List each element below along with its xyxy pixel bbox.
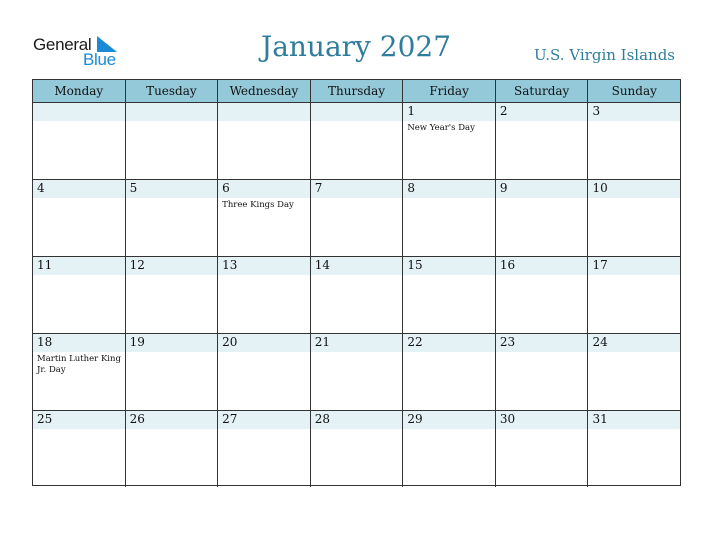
day-cell bbox=[218, 334, 311, 410]
weekday-header: Monday bbox=[33, 80, 126, 102]
day-cell bbox=[403, 411, 496, 487]
day-number: 9 bbox=[499, 181, 508, 195]
calendar-grid bbox=[32, 79, 681, 486]
weekday-header: Thursday bbox=[311, 80, 404, 102]
day-number: 16 bbox=[499, 258, 516, 272]
week-row bbox=[33, 411, 680, 487]
day-cell bbox=[403, 257, 496, 333]
day-number: 1 bbox=[407, 104, 415, 118]
day-cell bbox=[403, 180, 496, 256]
day-cell bbox=[588, 411, 680, 487]
weekday-header: Sunday bbox=[611, 84, 657, 98]
day-cell bbox=[588, 103, 680, 179]
day-cell bbox=[496, 180, 589, 256]
day-number: 25 bbox=[37, 412, 53, 426]
day-cell bbox=[403, 334, 496, 410]
day-number: 30 bbox=[499, 412, 516, 426]
day-number: 14 bbox=[314, 258, 331, 272]
day-number: 8 bbox=[407, 181, 415, 195]
day-cell bbox=[218, 103, 311, 179]
weekday-header: Saturday bbox=[496, 80, 589, 102]
weekday-header: Friday bbox=[403, 80, 496, 102]
day-number: 21 bbox=[314, 335, 331, 349]
day-cell bbox=[588, 257, 680, 333]
day-cell bbox=[33, 257, 126, 333]
day-number: 19 bbox=[129, 335, 145, 349]
region-label: U.S. Virgin Islands bbox=[534, 46, 675, 64]
day-number: 22 bbox=[407, 335, 423, 349]
day-cell bbox=[311, 103, 404, 179]
day-number: 11 bbox=[37, 258, 53, 272]
day-cell bbox=[403, 103, 496, 179]
day-number: 17 bbox=[592, 258, 608, 272]
day-number: 31 bbox=[592, 412, 608, 426]
day-number: 5 bbox=[129, 181, 138, 195]
day-cell bbox=[33, 103, 126, 179]
day-cell bbox=[218, 411, 311, 487]
day-number: 2 bbox=[499, 104, 508, 118]
day-cell bbox=[496, 411, 589, 487]
day-cell bbox=[126, 411, 219, 487]
day-number: 27 bbox=[222, 412, 238, 426]
day-number: 4 bbox=[37, 181, 45, 195]
day-cell bbox=[496, 257, 589, 333]
day-cell bbox=[588, 180, 680, 256]
day-cell bbox=[311, 257, 404, 333]
logo-word-general: General bbox=[33, 35, 92, 54]
day-cell bbox=[218, 180, 311, 256]
day-cell bbox=[126, 103, 219, 179]
holiday-label: Three Kings Day bbox=[222, 200, 294, 210]
day-cell bbox=[496, 334, 589, 410]
week-row bbox=[33, 334, 680, 411]
holiday-label: New Year's Day bbox=[407, 123, 475, 133]
day-number: 29 bbox=[407, 412, 423, 426]
day-number: 23 bbox=[499, 335, 516, 349]
day-number: 24 bbox=[592, 335, 608, 349]
week-row bbox=[33, 180, 680, 257]
day-cell bbox=[33, 411, 126, 487]
day-number: 20 bbox=[222, 335, 238, 349]
calendar-title: January 2027 bbox=[260, 30, 452, 63]
holiday-label: Martin Luther King Jr. Day bbox=[37, 354, 121, 375]
day-cell bbox=[311, 180, 404, 256]
day-number: 28 bbox=[314, 412, 331, 426]
day-cell bbox=[33, 334, 126, 410]
day-cell bbox=[311, 411, 404, 487]
day-number: 26 bbox=[129, 412, 145, 426]
week-row bbox=[33, 103, 680, 180]
day-cell bbox=[218, 257, 311, 333]
weekday-header-row bbox=[33, 80, 680, 103]
day-cell bbox=[496, 103, 589, 179]
day-number: 10 bbox=[592, 181, 608, 195]
day-number: 3 bbox=[592, 104, 601, 118]
day-cell bbox=[126, 334, 219, 410]
day-number: 13 bbox=[222, 258, 238, 272]
day-cell bbox=[126, 180, 219, 256]
logo-word-blue: Blue bbox=[83, 50, 116, 69]
weekday-header: Tuesday bbox=[126, 80, 219, 102]
day-number: 6 bbox=[222, 181, 230, 195]
day-cell bbox=[33, 180, 126, 256]
day-cell bbox=[126, 257, 219, 333]
weekday-header: Wednesday bbox=[218, 80, 311, 102]
day-number: 15 bbox=[407, 258, 423, 272]
day-cell bbox=[311, 334, 404, 410]
day-number: 12 bbox=[129, 258, 145, 272]
day-cell bbox=[588, 334, 680, 410]
day-number: 18 bbox=[37, 335, 53, 349]
week-row bbox=[33, 257, 680, 334]
day-number: 7 bbox=[314, 181, 323, 195]
